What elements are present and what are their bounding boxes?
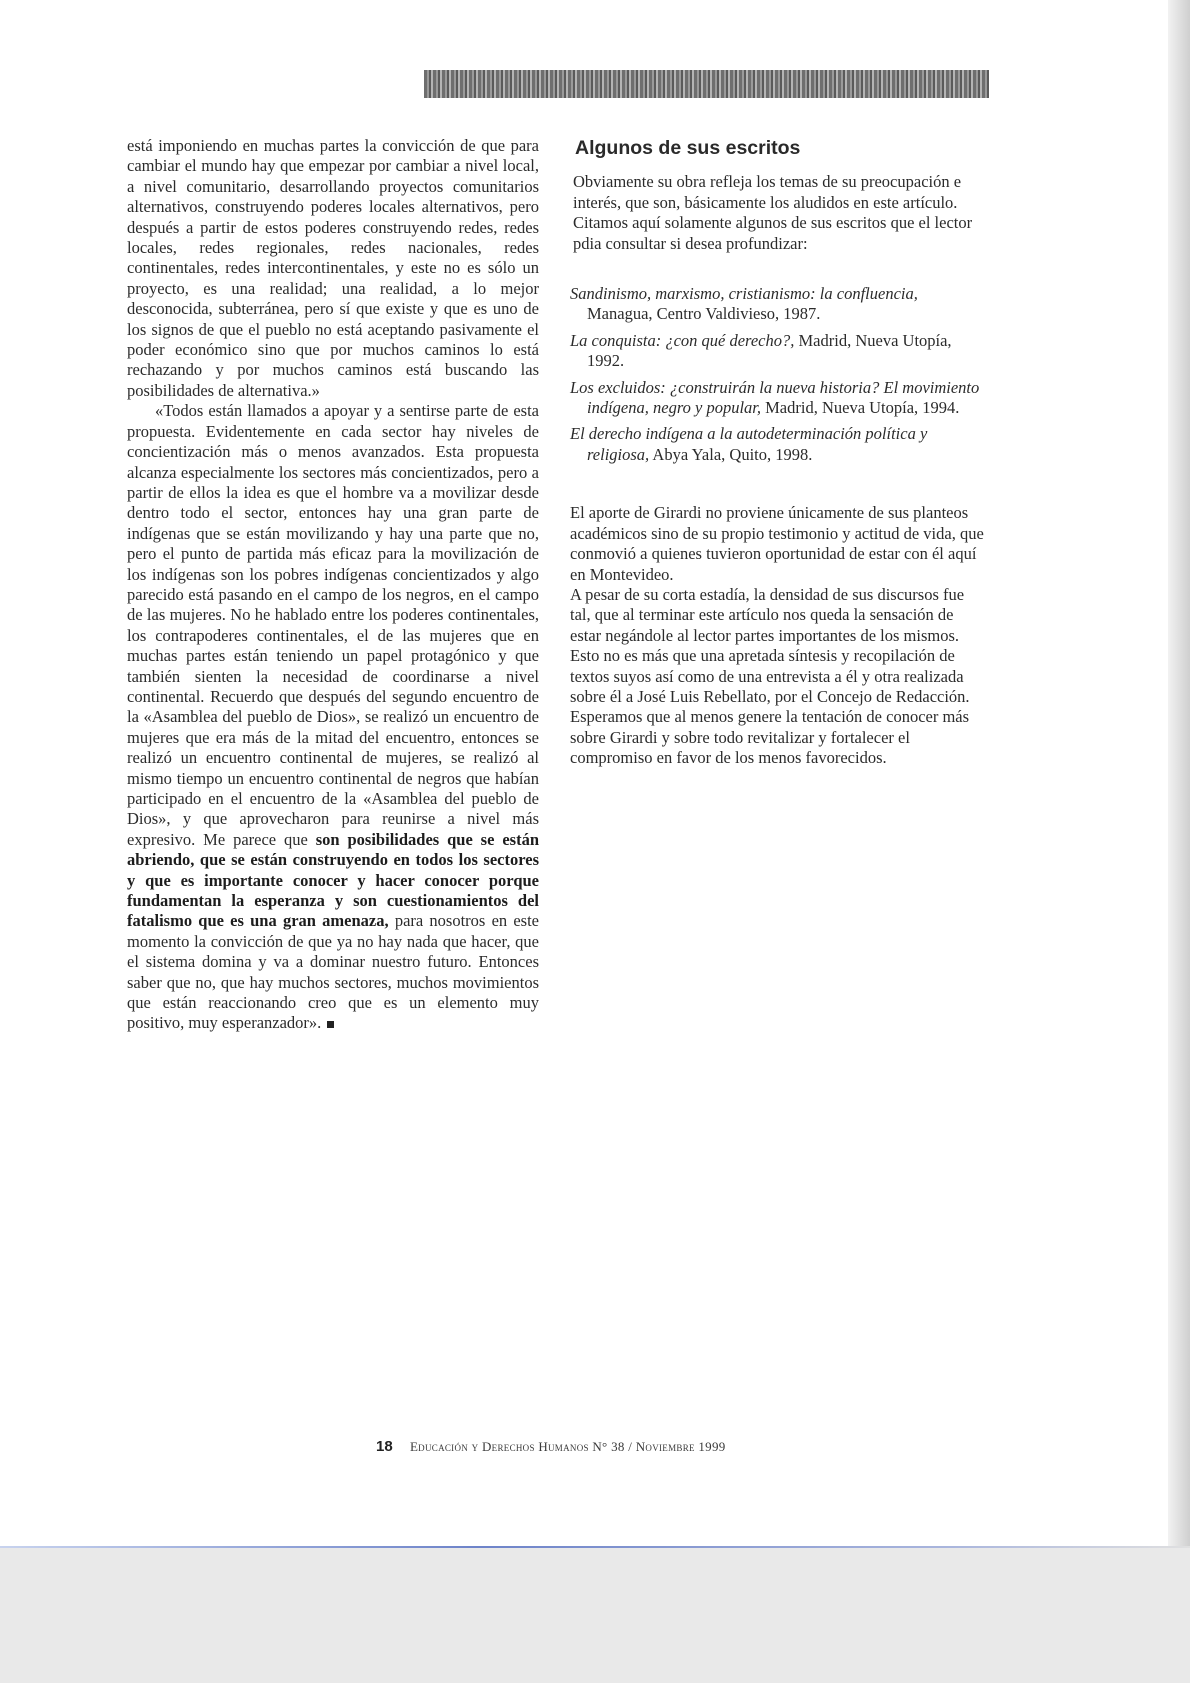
- header-decorative-bar: [424, 70, 989, 98]
- scan-page-edge: [1168, 0, 1190, 1683]
- end-of-article-mark: [327, 1021, 334, 1028]
- right-column: [570, 138, 985, 769]
- closing-section: [570, 503, 985, 768]
- left-column: [127, 136, 539, 1034]
- writing-item: [570, 284, 985, 325]
- writing-item: [570, 331, 985, 372]
- writing-details: Abya Yala, Quito, 1998.: [649, 444, 813, 464]
- page-footer: [376, 1438, 936, 1455]
- writing-title: La conquista: ¿con qué derecho?,: [570, 330, 795, 350]
- paragraph-2-end: para nosotros en este momento la convicción de que ya no hay nada que hacer, que el sistema domina y va a dominar nuestro futuro. Entonces saber que no, que hay muchos sectores, muchos movimientos que están reaccionando creo que es un elemento muy positivo, muy esperanzador».: [127, 911, 540, 1033]
- page-number: 18: [376, 1438, 393, 1455]
- writing-item: [570, 424, 985, 465]
- writing-details: Madrid, Nueva Utopía, 1994.: [761, 398, 960, 418]
- writing-title: Los excluidos: ¿construirán la nueva historia? El movimiento indígena, negro y popular,: [570, 377, 980, 418]
- writings-intro: Obviamente su obra refleja los temas de su preocupación e interés, que son, básicamente los aludidos en este artículo. Citamos aquí solamente algunos de sus escritos que el lector pdia consultar si desea profundizar:: [573, 172, 973, 253]
- writing-title: El derecho indígena a la autodeterminación política y religiosa,: [570, 424, 928, 464]
- section-heading: Algunos de sus escritos: [575, 137, 801, 159]
- writing-details: Madrid, Nueva Utopía, 1992.: [587, 330, 952, 371]
- closing-paragraph-2: A pesar de su corta estadía, la densidad de sus discursos fue tal, que al terminar este artículo nos queda la sensación de estar negándole al lector partes importantes de los mismos. Esto no es más que una apretada síntesis y recopilación de textos suyos así como de una entrevista a él y otra realizada sobre él a José Luis Rebellato, por el Concejo de Redacción. Esperamos que al menos genere la tentación de conocer más sobre Girardi y sobre todo revitalizar y fortalecer el compromiso en favor de los menos favorecidos.: [570, 584, 970, 768]
- scan-bottom-margin: [0, 1548, 1190, 1683]
- left-paragraph-2: [127, 401, 539, 1034]
- writing-title: Sandinismo, marxismo, cristianismo: la confluencia,: [570, 284, 918, 304]
- closing-paragraph-1: El aporte de Girardi no proviene únicamente de sus planteos académicos sino de su propio testimonio y actitud de vida, que conmovió a quienes tuvieron oportunidad de estar con él aquí en Montevideo.: [570, 503, 984, 584]
- left-paragraph-1: está imponiendo en muchas partes la convicción de que para cambiar el mundo hay que empezar por cambiar a nivel local, a nivel comunitario, desarrollando proyectos comunitarios alternativos, construyendo poderes locales alternativos, pero después a partir de estos poderes construyendo redes, redes locales, redes regionales, redes nacionales, redes continentales, redes intercontinentales, y este no es sólo un proyecto, es una realidad; una realidad, a lo mejor desconocida, subterránea, pero sí que existe y que es uno de los signos de que el pueblo no está aceptando pasivamente el poder económico sino que por muchos caminos lo está rechazando y por muchos caminos está buscando las posibilidades de alternativa.»: [127, 136, 539, 400]
- writings-list: [570, 284, 985, 465]
- paragraph-2-bold: son posibilidades que se están abriendo, que se están construyendo en todos los sectores y que es importante conocer y hacer conocer porque fundamentan la esperanza y son cuestionamientos del fatalismo que es una gran amenaza,: [127, 829, 539, 931]
- publication-info: Educación y Derechos Humanos N° 38 / Noviembre 1999: [409, 1439, 726, 1454]
- writing-details: Managua, Centro Valdivieso, 1987.: [587, 304, 821, 324]
- writing-item: [570, 378, 985, 419]
- paragraph-2-start: «Todos están llamados a apoyar y a sentirse parte de esta propuesta. Evidentemente en cada sector hay niveles de concientización más o menos avanzados. Esta propuesta alcanza especialmente los sectores más concientizados, pero a partir de ellos la idea es que el hombre va a movilizar desde dentro todo el sector, entonces hay una gran parte de indígenas que se están movilizando y hay una parte que no, pero el punto de partida más eficaz para la movilización de los indígenas son los pobres indígenas concientizados y algo parecido está pasando en el campo de los negros, en el campo de las mujeres. No he hablado entre los poderes continentales, los contrapoderes continentales, el de las mujeres que en muchas partes están teniendo un papel protagónico y que también sienten la necesidad de coordinarse a nivel continental. Recuerdo que después del segundo encuentro de la «Asamblea del pueblo de Dios», se realizó un encuentro de mujeres que era más de la mitad del encuentro, entonces se realizó un encuentro continental de mujeres, se realizó al mismo tiempo un encuentro continental de negros que habían participado en el encuentro de la «Asamblea del pueblo de Dios», y que aprovecharon para reunirse a nivel más expresivo. Me parece que: [127, 401, 539, 849]
